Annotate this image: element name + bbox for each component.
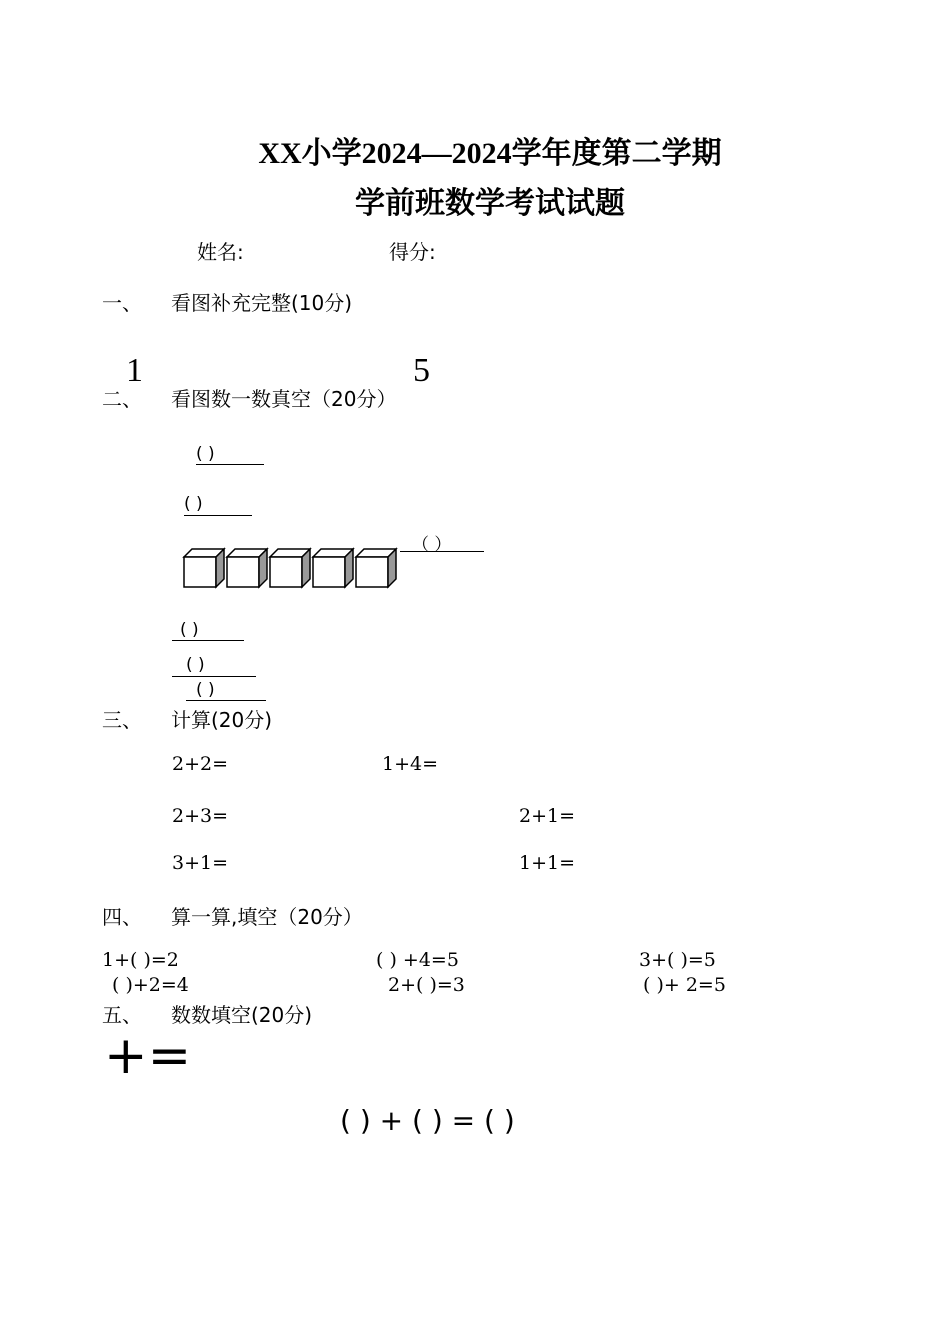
answer-blank: ( ): [186, 655, 205, 675]
cube-icon: [313, 549, 353, 587]
calc-problem: 2+3=: [172, 805, 229, 827]
cube-icon: [227, 549, 267, 587]
underline: [172, 676, 256, 677]
section-5-number: 五、: [102, 1003, 142, 1027]
underline: [186, 700, 266, 701]
calc-problem: 1+1=: [519, 852, 576, 874]
section-2-title: 看图数一数真空（20分）: [171, 387, 397, 411]
number-end: 5: [413, 352, 430, 389]
cube-icon: [356, 549, 396, 587]
underline: [172, 640, 244, 641]
title-line-2: 学前班数学考试试题: [355, 187, 625, 220]
section-3-number: 三、: [102, 708, 142, 732]
calc-problem: 1+4=: [382, 753, 439, 775]
calc-problem: 2+1=: [519, 805, 576, 827]
fill-problem: ( ) +4=5: [376, 949, 459, 971]
answer-blank: ( ): [196, 444, 215, 464]
answer-blank: ( ): [196, 680, 215, 700]
section-1-number: 一、: [102, 291, 142, 315]
underline: [400, 551, 484, 552]
cube-row: [180, 545, 410, 591]
answer-blank: ( ): [184, 494, 203, 514]
score-label: 得分:: [389, 240, 436, 264]
number-start: 1: [126, 352, 143, 389]
name-label: 姓名:: [197, 240, 244, 264]
calc-problem: 2+2=: [172, 753, 229, 775]
cube-icon: [270, 549, 310, 587]
fill-problem: 1+( )=2: [102, 949, 179, 971]
section-5-title: 数数填空(20分): [171, 1003, 313, 1027]
section-2-number: 二、: [102, 387, 142, 411]
answer-blank: ( ): [180, 620, 199, 640]
fill-problem: ( )+ 2=5: [643, 974, 726, 996]
underline: [184, 515, 252, 516]
title-line-1: XX小学2024—2024学年度第二学期: [258, 137, 722, 170]
section-1-title: 看图补充完整(10分): [171, 291, 353, 315]
fill-problem: ( )+2=4: [112, 974, 189, 996]
underline: [196, 464, 264, 465]
equation-blank: ( ) + ( ) = ( ): [340, 1104, 515, 1137]
section-4-number: 四、: [102, 905, 142, 929]
fill-problem: 2+( )=3: [388, 974, 465, 996]
answer-blank: （ ）: [412, 535, 452, 555]
cube-icon: [184, 549, 224, 587]
plus-equals-symbols: +=: [104, 1026, 192, 1086]
section-3-title: 计算(20分): [171, 708, 273, 732]
calc-problem: 3+1=: [172, 852, 229, 874]
section-4-title: 算一算,填空（20分）: [171, 905, 363, 929]
fill-problem: 3+( )=5: [639, 949, 716, 971]
